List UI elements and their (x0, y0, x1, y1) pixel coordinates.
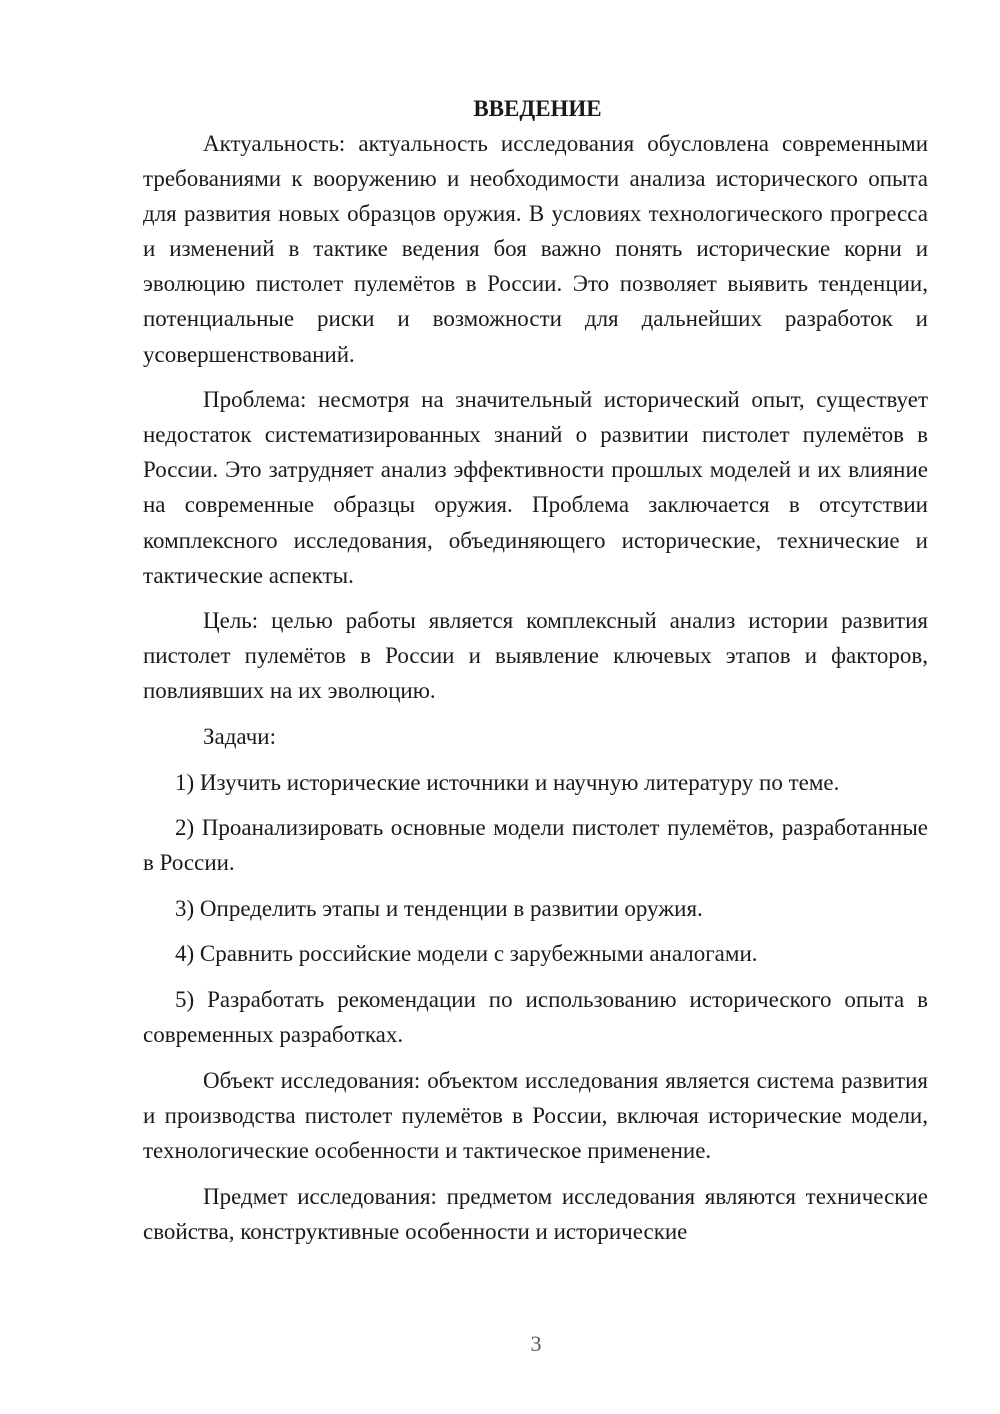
task-item-4: 4) Сравнить российские модели с зарубежными аналогами. (175, 941, 758, 967)
task-item-5: 5) Разработать рекомендации по использованию исторического опыта в современных разработках. (143, 987, 928, 1048)
paragraph-problem: Проблема: несмотря на значительный исторический опыт, существует недостаток систематизированных знаний о развитии пистолет пулемётов в России. Это затрудняет анализ эффективности прошлых моделей и их влияние на современные образцы оружия. Проблема заключается в отсутствии комплексного исследования, объединяющего исторические, технические и тактические аспекты. (143, 387, 928, 588)
task-item-3: 3) Определить этапы и тенденции в развитии оружия. (175, 895, 703, 921)
task-item-2: 2) Проанализировать основные модели пистолет пулемётов, разработанные в России. (143, 815, 928, 876)
paragraph-subject: Предмет исследования: предметом исследования являются технические свойства, конструктивные особенности и исторические (143, 1183, 928, 1244)
section-heading: ВВЕДЕНИЕ (473, 96, 602, 121)
task-item-1: 1) Изучить исторические источники и научную литературу по теме. (175, 769, 840, 795)
page-number: 3 (530, 1331, 542, 1356)
paragraph-tasks-heading: Задачи: (203, 724, 276, 749)
paragraph-goal: Цель: целью работы является комплексный анализ истории развития пистолет пулемётов в России и выявление ключевых этапов и факторов, повлиявших на их эволюцию. (143, 608, 928, 704)
document-page (143, 92, 928, 1259)
paragraph-relevance: Актуальность: актуальность исследования обусловлена современными требованиями к вооружению и необходимости анализа исторического опыта для развития новых образцов оружия. В условиях технологического прогресса и изменений в тактике ведения боя важно понять исторические корни и эволюцию пистолет пулемётов в России. Это позволяет выявить тенденции, потенциальные риски и возможности для дальнейших разработок и усовершенствований. (143, 131, 928, 367)
paragraph-object: Объект исследования: объектом исследования является система развития и производства пистолет пулемётов в России, включая исторические модели, технологические особенности и тактическое применение. (143, 1067, 928, 1163)
